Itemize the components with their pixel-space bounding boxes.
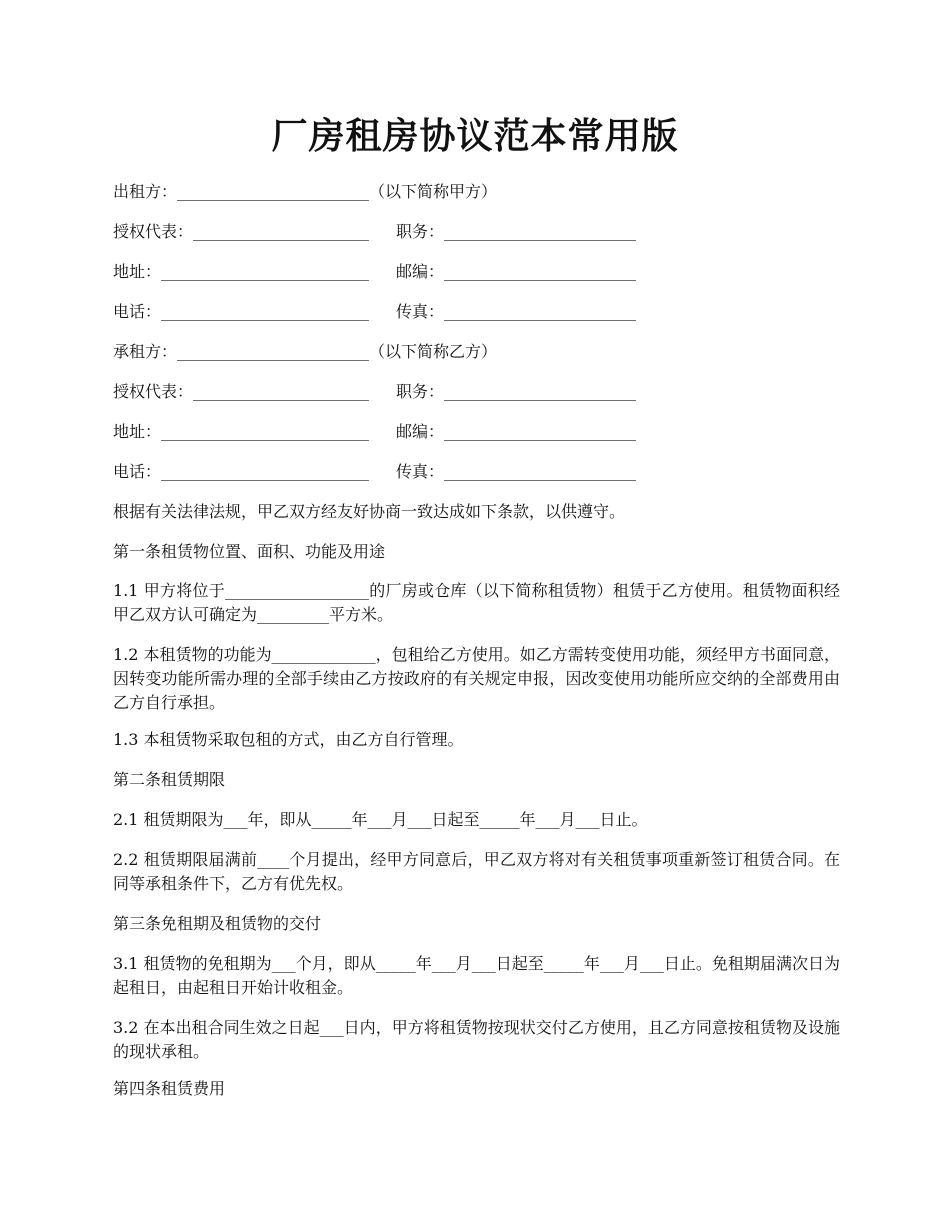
article-4-heading: 第四条租赁费用 [113, 1079, 226, 1098]
lessee-rep: 授权代表：______________________ [113, 382, 370, 401]
lessor-name-line: 出租方：________________________（以下简称甲方） [113, 182, 498, 201]
lessee-address-row [113, 420, 840, 444]
lessor-address-row [113, 260, 840, 284]
lessee-rep-row [113, 380, 840, 404]
lessee-phone-row [113, 460, 840, 484]
clause-2-2: 2.2 租赁期限届满前____个月提出，经甲方同意后，甲乙双方将对有关租赁事项重新签订租赁合同。在同等承租条件下，乙方有优先权。 [113, 850, 840, 893]
clause-1-2: 1.2 本租赁物的功能为_____________，包租给乙方使用。如乙方需转变使用功能，须经甲方书面同意，因转变功能所需办理的全部手续由乙方按政府的有关规定申报，因改变使用功能所应交纳的全部费用由乙方自行承担。 [113, 645, 840, 712]
lessee-address: 地址：__________________________ [113, 422, 370, 441]
lessee-postcode: 邮编：________________________ [396, 422, 637, 441]
lessor-fax: 传真：________________________ [396, 302, 637, 321]
intro-paragraph: 根据有关法律法规，甲乙双方经友好协商一致达成如下条款，以供遵守。 [113, 502, 626, 521]
lessee-rep-title: 职务：________________________ [396, 382, 637, 401]
lessor-rep-row [113, 220, 840, 244]
lessor-rep-title: 职务：________________________ [396, 222, 637, 241]
lessor-phone-row [113, 300, 840, 324]
clause-1-1: 1.1 甲方将位于__________________的厂房或仓库（以下简称租赁物）租赁于乙方使用。租赁物面积经甲乙双方认可确定为_________平方米。 [113, 581, 840, 624]
clause-1-3: 1.3 本租赁物采取包租的方式，由乙方自行管理。 [113, 730, 464, 749]
document-title: 厂房租房协议范本常用版 [271, 115, 679, 157]
article-1-heading: 第一条租赁物位置、面积、功能及用途 [113, 542, 386, 561]
lessee-phone: 电话：__________________________ [113, 462, 370, 481]
lessor-phone: 电话：__________________________ [113, 302, 370, 321]
lessor-address: 地址：__________________________ [113, 262, 370, 281]
clause-3-1: 3.1 租赁物的免租期为___个月，即从_____年___月___日起至_____年___月___日止。免租期届满次日为起租日，由起租日开始计收租金。 [113, 954, 840, 997]
clause-3-2: 3.2 在本出租合同生效之日起___日内，甲方将租赁物按现状交付乙方使用，且乙方同意按租赁物及设施的现状承租。 [113, 1018, 840, 1061]
clause-2-1: 2.1 租赁期限为___年，即从_____年___月___日起至_____年___月___日止。 [113, 810, 648, 829]
lessor-postcode: 邮编：________________________ [396, 262, 637, 281]
article-3-heading: 第三条免租期及租赁物的交付 [113, 914, 322, 933]
article-2-heading: 第二条租赁期限 [113, 770, 226, 789]
lessor-rep: 授权代表：______________________ [113, 222, 370, 241]
lessee-fax: 传真：________________________ [396, 462, 637, 481]
lessee-name-line: 承租方：________________________（以下简称乙方） [113, 342, 498, 361]
